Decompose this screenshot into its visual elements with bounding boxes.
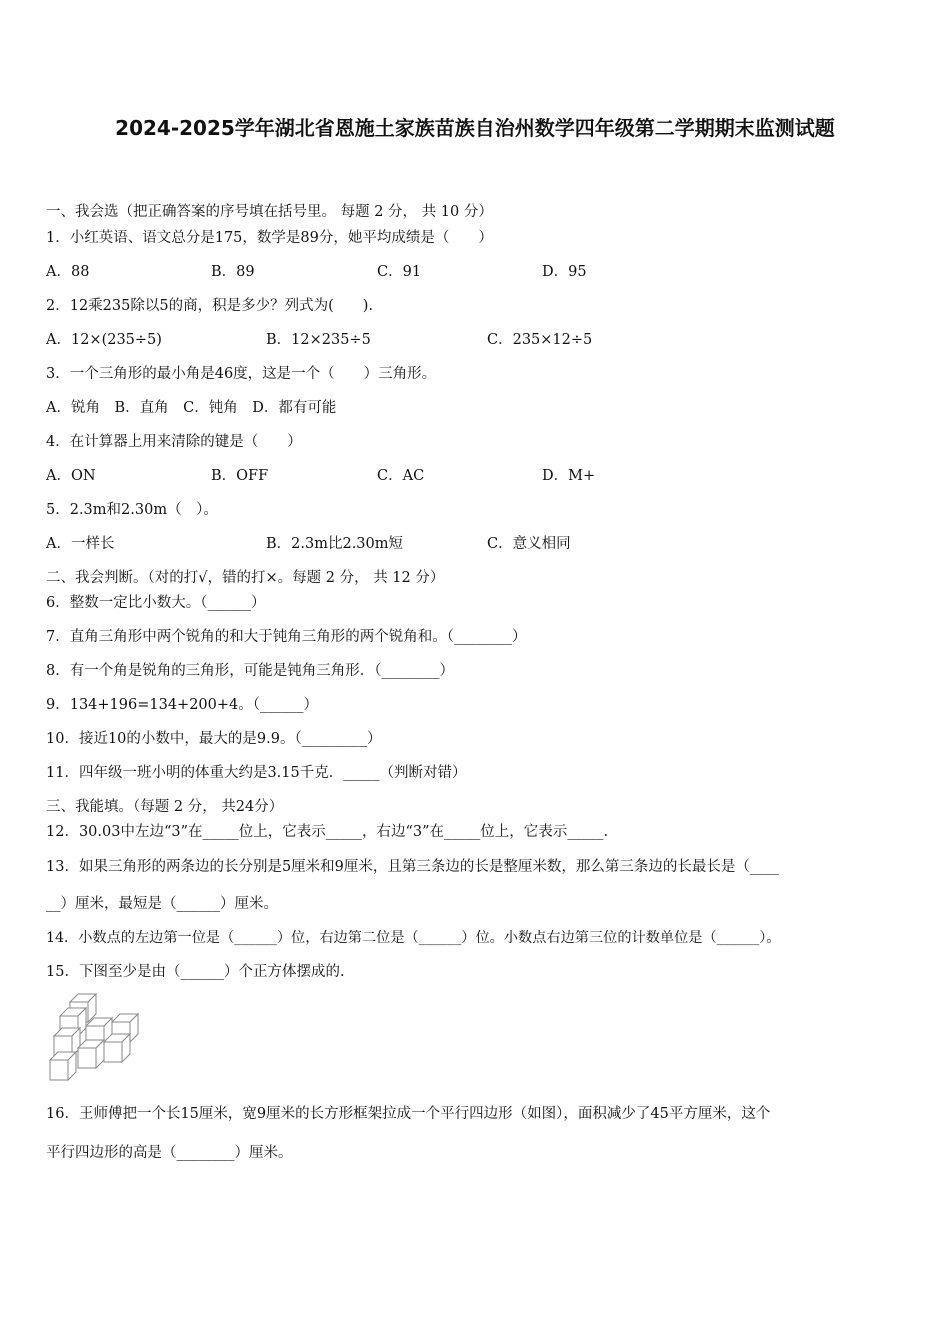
page-title: 2024-2025学年湖北省恩施土家族苗族自治州数学四年级第二学期期末监测试题 — [115, 116, 835, 140]
section-2-heading: 二、我会判断。（对的打√，错的打×。每题 2 分， 共 12 分） — [46, 570, 445, 586]
question-16-line-1: 16．王师傅把一个长15厘米，宽9厘米的长方形框架拉成一个平行四边形（如图），面积减少了45平方厘米，这个 — [46, 1106, 771, 1122]
question-1: 1．小红英语、语文总分是175，数学是89分，她平均成绩是（ ） — [46, 230, 493, 246]
question-13-line-2: __）厘米，最短是（______）厘米。 — [46, 896, 278, 912]
question-7: 7．直角三角形中两个锐角的和大于钝角三角形的两个锐角和。（________） — [46, 629, 527, 645]
question-15: 15．下图至少是由（______）个正方体摆成的. — [46, 964, 345, 980]
option-b: B．12×235÷5 — [266, 332, 371, 348]
question-2: 2．12乘235除以5的商，积是多少？列式为( ). — [46, 298, 373, 314]
cube — [50, 1052, 76, 1080]
option-c: C．意义相同 — [487, 536, 571, 552]
option-d: D．M+ — [542, 468, 596, 484]
question-5: 5．2.3m和2.30m（ ）。 — [46, 502, 218, 518]
option-c: C．91 — [377, 264, 422, 280]
option-b: B．2.3m比2.30m短 — [266, 536, 403, 552]
question-4: 4．在计算器上用来清除的键是（ ） — [46, 434, 302, 450]
option-c: C．235×12÷5 — [487, 332, 593, 348]
question-3-options: A．锐角 B．直角 C．钝角 D．都有可能 — [46, 400, 337, 416]
option-b: B．89 — [211, 264, 255, 280]
cube-stack-figure — [46, 992, 142, 1084]
question-10: 10．接近10的小数中，最大的是9.9。（_________） — [46, 731, 382, 747]
cube — [104, 1034, 130, 1062]
cube — [78, 1040, 104, 1068]
question-13-line-1: 13．如果三角形的两条边的长分别是5厘米和9厘米，且第三条边的长是整厘米数，那么第三条边的长最长是（____ — [46, 859, 779, 875]
question-12: 12．30.03中左边“3”在_____位上，它表示_____，右边“3”在_____位上，它表示_____. — [46, 824, 609, 840]
question-3: 3．一个三角形的最小角是46度，这是一个（ ）三角形。 — [46, 366, 437, 382]
section-1-heading: 一、我会选（把正确答案的序号填在括号里。 每题 2 分， 共 10 分） — [46, 204, 493, 220]
question-9: 9．134+196=134+200+4。（______） — [46, 697, 319, 713]
question-6: 6．整数一定比小数大。（______） — [46, 595, 266, 611]
option-a: A．一样长 — [46, 536, 115, 552]
section-3-heading: 三、我能填。（每题 2 分， 共24分） — [46, 799, 284, 815]
option-a: A．88 — [46, 264, 90, 280]
option-c: C．AC — [377, 468, 425, 484]
question-8: 8．有一个角是锐角的三角形，可能是钝角三角形．（________） — [46, 663, 454, 679]
option-a: A．12×(235÷5) — [46, 332, 162, 348]
question-11: 11．四年级一班小明的体重大约是3.15千克．_____（判断对错） — [46, 765, 467, 781]
question-14: 14．小数点的左边第一位是（______）位，右边第二位是（______）位。小数点右边第三位的计数单位是（______）。 — [46, 930, 781, 946]
option-d: D．95 — [542, 264, 587, 280]
option-b: B．OFF — [211, 468, 269, 484]
question-16-line-2: 平行四边形的高是（________）厘米。 — [46, 1145, 293, 1161]
option-a: A．ON — [46, 468, 96, 484]
